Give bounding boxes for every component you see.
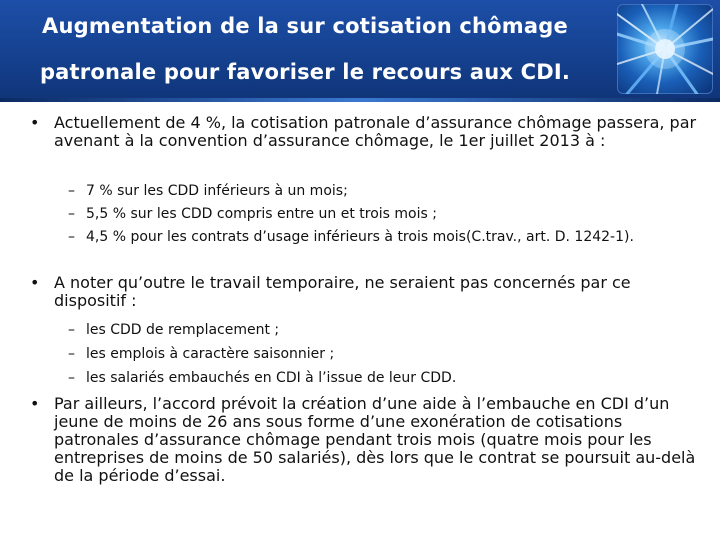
dash-icon: – xyxy=(68,229,75,245)
dash-icon: – xyxy=(68,206,75,222)
bullet-text: Actuellement de 4 %, la cotisation patronale d’assurance chômage passera, par avenant à la convention d’assurance chômage, le 1er juillet 2013 à : xyxy=(54,113,697,150)
dash-icon: – xyxy=(68,370,75,386)
slide-header xyxy=(0,0,720,102)
bullet-text: Par ailleurs, l’accord prévoit la création d’une aide à l’embauche en CDI d’un jeune de moins de 26 ans sous forme d’une exonération de cotisations patronales d’assurance chômage pendant trois mois (quatre mois pour les entreprises de moins de 50 salariés), dès lors que le contrat se poursuit au-delà de la période d’essai. xyxy=(54,394,696,485)
bullet-dot-icon: • xyxy=(30,113,40,132)
sub-bullet-text: 7 % sur les CDD inférieurs à un mois; xyxy=(86,183,348,199)
dash-icon: – xyxy=(68,346,75,362)
slide-title-line-2: patronale pour favoriser le recours aux CDI. xyxy=(39,60,571,84)
sub-bullet-text: 4,5 % pour les contrats d’usage inférieurs à trois mois(C.trav., art. D. 1242-1). xyxy=(86,229,634,245)
sub-bullet-text: les CDD de remplacement ; xyxy=(86,322,280,338)
dash-icon: – xyxy=(68,322,75,338)
dash-icon: – xyxy=(68,183,75,199)
bullet-dot-icon: • xyxy=(30,273,40,292)
sub-bullet-text: 5,5 % sur les CDD compris entre un et trois mois ; xyxy=(86,206,437,222)
light-tunnel-logo-icon xyxy=(617,4,713,94)
bullet-text: A noter qu’outre le travail temporaire, ne seraient pas concernés par ce dispositif : xyxy=(54,273,631,310)
sub-bullet-text: les emplois à caractère saisonnier ; xyxy=(86,346,335,362)
sub-bullet-text: les salariés embauchés en CDI à l’issue de leur CDD. xyxy=(86,370,457,386)
slide-title-line-1: Augmentation de la sur cotisation chômage xyxy=(42,14,568,38)
bullet-dot-icon: • xyxy=(30,394,40,413)
